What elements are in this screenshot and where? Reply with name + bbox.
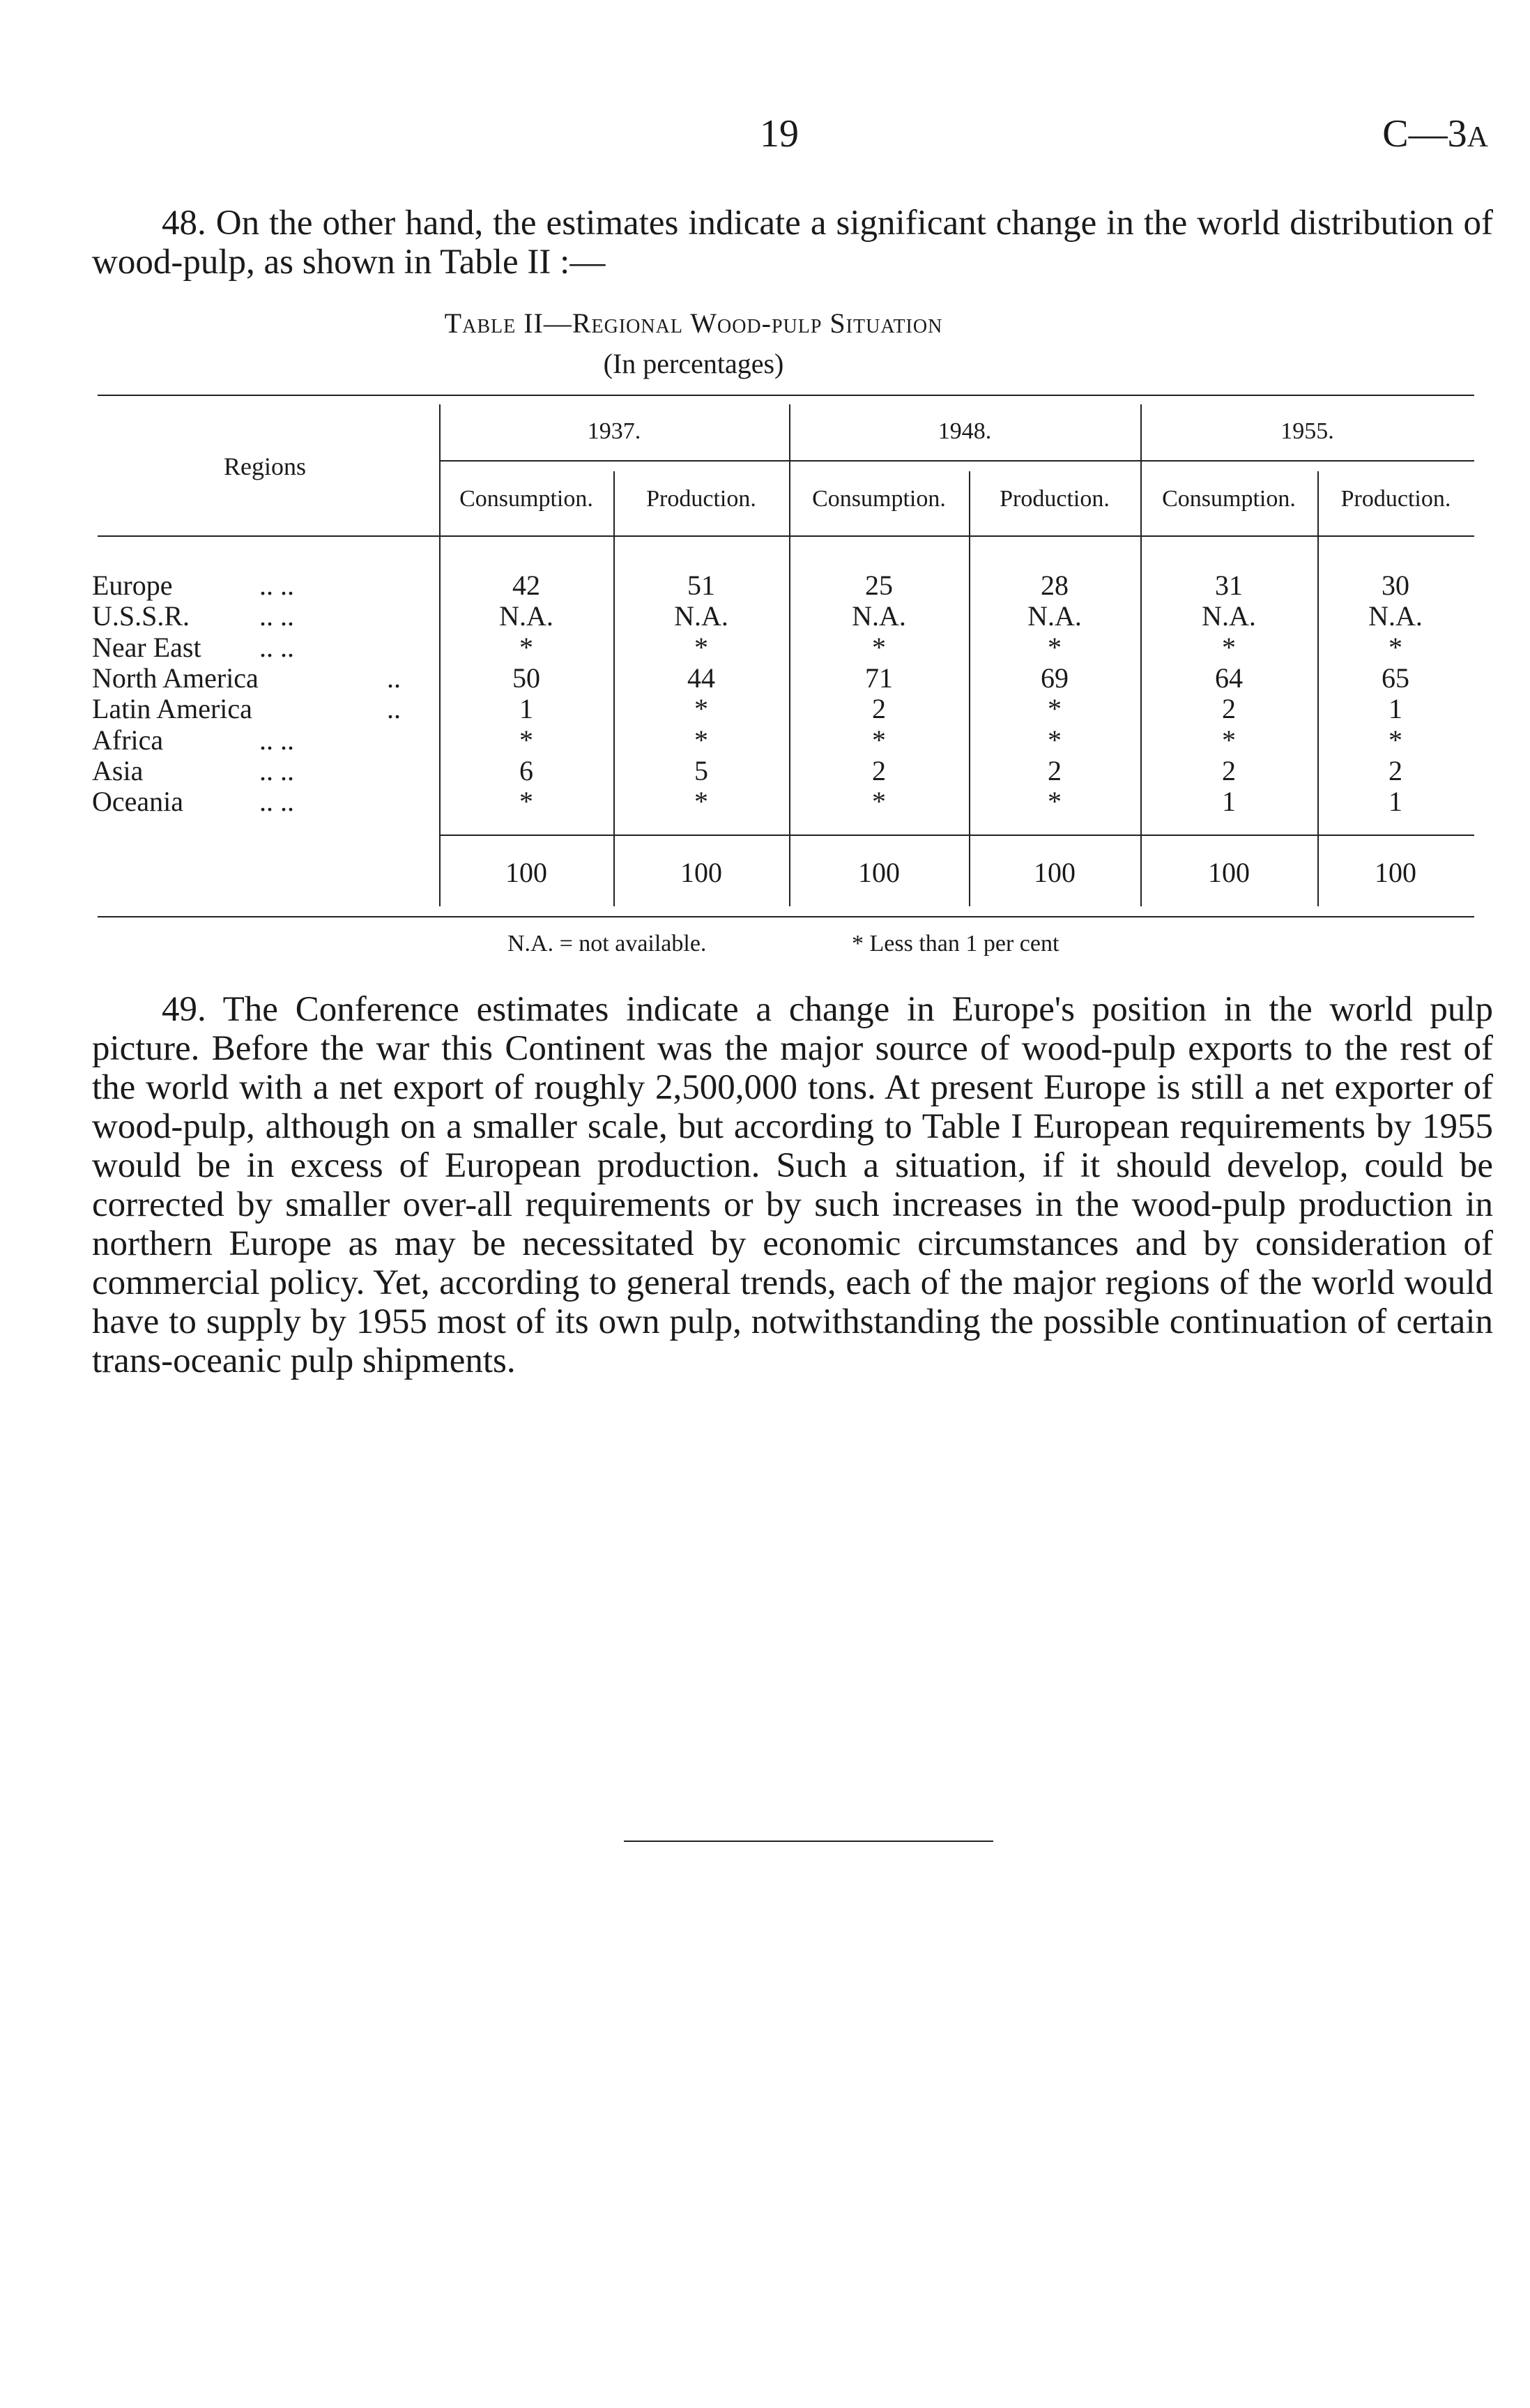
table-cell: N.A.: [1027, 600, 1082, 632]
table-cell: 50: [512, 662, 540, 694]
table-cell: *: [1389, 724, 1402, 756]
total-cell: 100: [1375, 857, 1416, 888]
table-cell: *: [694, 693, 708, 724]
table-cell: 2: [1222, 693, 1236, 724]
table-cell: N.A.: [674, 600, 728, 632]
table-cell: 6: [519, 755, 533, 786]
table-cell: *: [694, 786, 708, 817]
document-code-suffix: A: [1467, 121, 1488, 153]
table-cell: *: [694, 632, 708, 663]
table-cell: N.A.: [852, 600, 906, 632]
table-cell: 71: [865, 662, 893, 694]
table-col-divider: [439, 404, 441, 906]
subheader-production: Production.: [646, 486, 756, 512]
row-label: Africa: [92, 724, 164, 756]
table-cell: 5: [694, 755, 708, 786]
row-label: Asia: [92, 755, 144, 786]
leader-dots: .. ..: [259, 786, 294, 817]
subheader-production: Production.: [1000, 486, 1110, 512]
regions-header: Regions: [223, 452, 306, 480]
table-cell: N.A.: [499, 600, 553, 632]
table-header-rule: [98, 535, 1474, 537]
footnote-star: * Less than 1 per cent: [852, 931, 1059, 957]
leader-dots: .. ..: [259, 755, 294, 786]
table-cell: *: [1048, 632, 1062, 663]
table-cell: 30: [1382, 570, 1409, 601]
table-top-rule: [98, 395, 1474, 396]
subheader-production: Production.: [1340, 486, 1451, 512]
row-label: North America: [92, 662, 259, 694]
table-subtitle: (In percentages): [603, 348, 784, 379]
total-cell: 100: [505, 857, 547, 888]
footnote-na: N.A. = not available.: [507, 931, 707, 957]
table-year-rule: [439, 460, 1474, 462]
table-cell: *: [1222, 724, 1236, 756]
table-cell: *: [519, 724, 533, 756]
table-cell: 2: [872, 755, 886, 786]
table-cell: *: [519, 786, 533, 817]
table-cell: 1: [519, 693, 533, 724]
paragraph-48: 48. On the other hand, the estimates indicate a significant change in the world distribution of wood-pulp, as shown in Table II :—: [92, 204, 1493, 282]
table-cell: *: [872, 632, 886, 663]
table-cell: 42: [512, 570, 540, 601]
row-label: Near East: [92, 632, 201, 663]
total-cell: 100: [680, 857, 722, 888]
table-cell: 69: [1041, 662, 1069, 694]
table-cell: 44: [687, 662, 715, 694]
table-cell: 1: [1389, 786, 1402, 817]
document-code: [1382, 112, 1488, 156]
table-col-divider: [789, 404, 790, 906]
page-number: 19: [760, 112, 799, 155]
subheader-consumption: Consumption.: [459, 486, 593, 512]
table-cell: *: [694, 724, 708, 756]
year-header-1955: 1955.: [1280, 418, 1334, 444]
table-bottom-rule: [98, 916, 1474, 917]
subheader-consumption: Consumption.: [812, 486, 946, 512]
year-header-1948: 1948.: [938, 418, 992, 444]
row-label: Latin America: [92, 693, 252, 724]
table-cell: *: [872, 724, 886, 756]
table-cell: *: [1048, 786, 1062, 817]
table-col-divider: [1140, 404, 1142, 906]
table-cell: 28: [1041, 570, 1069, 601]
total-cell: 100: [1208, 857, 1250, 888]
table-cell: 1: [1222, 786, 1236, 817]
paragraph-49: 49. The Conference estimates indicate a change in Europe's position in the world pulp picture. Before the war this Continent was the major source of wood-pulp exports to the rest of the world with a net export of roughly 2,500,000 tons. At present Europe is still a net exporter of wood-pulp, although on a smaller scale, but according to Table I European requirements by 1955 would be in excess of European production. Such a situation, if it should develop, could be corrected by smaller over-all requirements or by such increases in the wood-pulp production in northern Europe as may be necessitated by economic circumstances and by consideration of commercial policy. Yet, according to general trends, each of the major regions of the world would have to supply by 1955 most of its own pulp, notwithstanding the possible continuation of certain trans-oceanic pulp shipments.: [92, 990, 1493, 1380]
leader-dots: .. ..: [259, 570, 294, 601]
table-cell: 25: [865, 570, 893, 601]
row-label: Europe: [92, 570, 173, 601]
table-cell: 65: [1382, 662, 1409, 694]
table-cell: *: [1389, 632, 1402, 663]
end-rule: [624, 1841, 993, 1842]
leader-dots: .. ..: [259, 600, 294, 632]
table-cell: *: [872, 786, 886, 817]
leader-dots: ..: [387, 662, 401, 694]
table-cell: *: [1048, 693, 1062, 724]
subheader-consumption: Consumption.: [1162, 486, 1296, 512]
table-cell: *: [1222, 632, 1236, 663]
table-cell: 2: [1389, 755, 1402, 786]
table-cell: 2: [872, 693, 886, 724]
table-cell: N.A.: [1202, 600, 1256, 632]
table-cell: 51: [687, 570, 715, 601]
table-col-divider: [969, 471, 970, 906]
document-code-main: C—3: [1382, 112, 1467, 155]
leader-dots: .. ..: [259, 632, 294, 663]
row-label: Oceania: [92, 786, 184, 817]
table-cell: *: [519, 632, 533, 663]
table-title: Table II—Regional Wood-pulp Situation: [444, 307, 943, 339]
table-cell: 2: [1048, 755, 1062, 786]
table-cell: *: [1048, 724, 1062, 756]
total-cell: 100: [1034, 857, 1076, 888]
row-label: U.S.S.R.: [92, 600, 190, 632]
table-cell: N.A.: [1368, 600, 1423, 632]
table-cell: 31: [1215, 570, 1243, 601]
leader-dots: .. ..: [259, 724, 294, 756]
table-col-divider: [613, 471, 615, 906]
total-cell: 100: [858, 857, 900, 888]
table-cell: 1: [1389, 693, 1402, 724]
table-cell: 2: [1222, 755, 1236, 786]
table-cell: 64: [1215, 662, 1243, 694]
year-header-1937: 1937.: [587, 418, 641, 444]
leader-dots: ..: [387, 693, 401, 724]
table-total-rule: [439, 835, 1474, 836]
